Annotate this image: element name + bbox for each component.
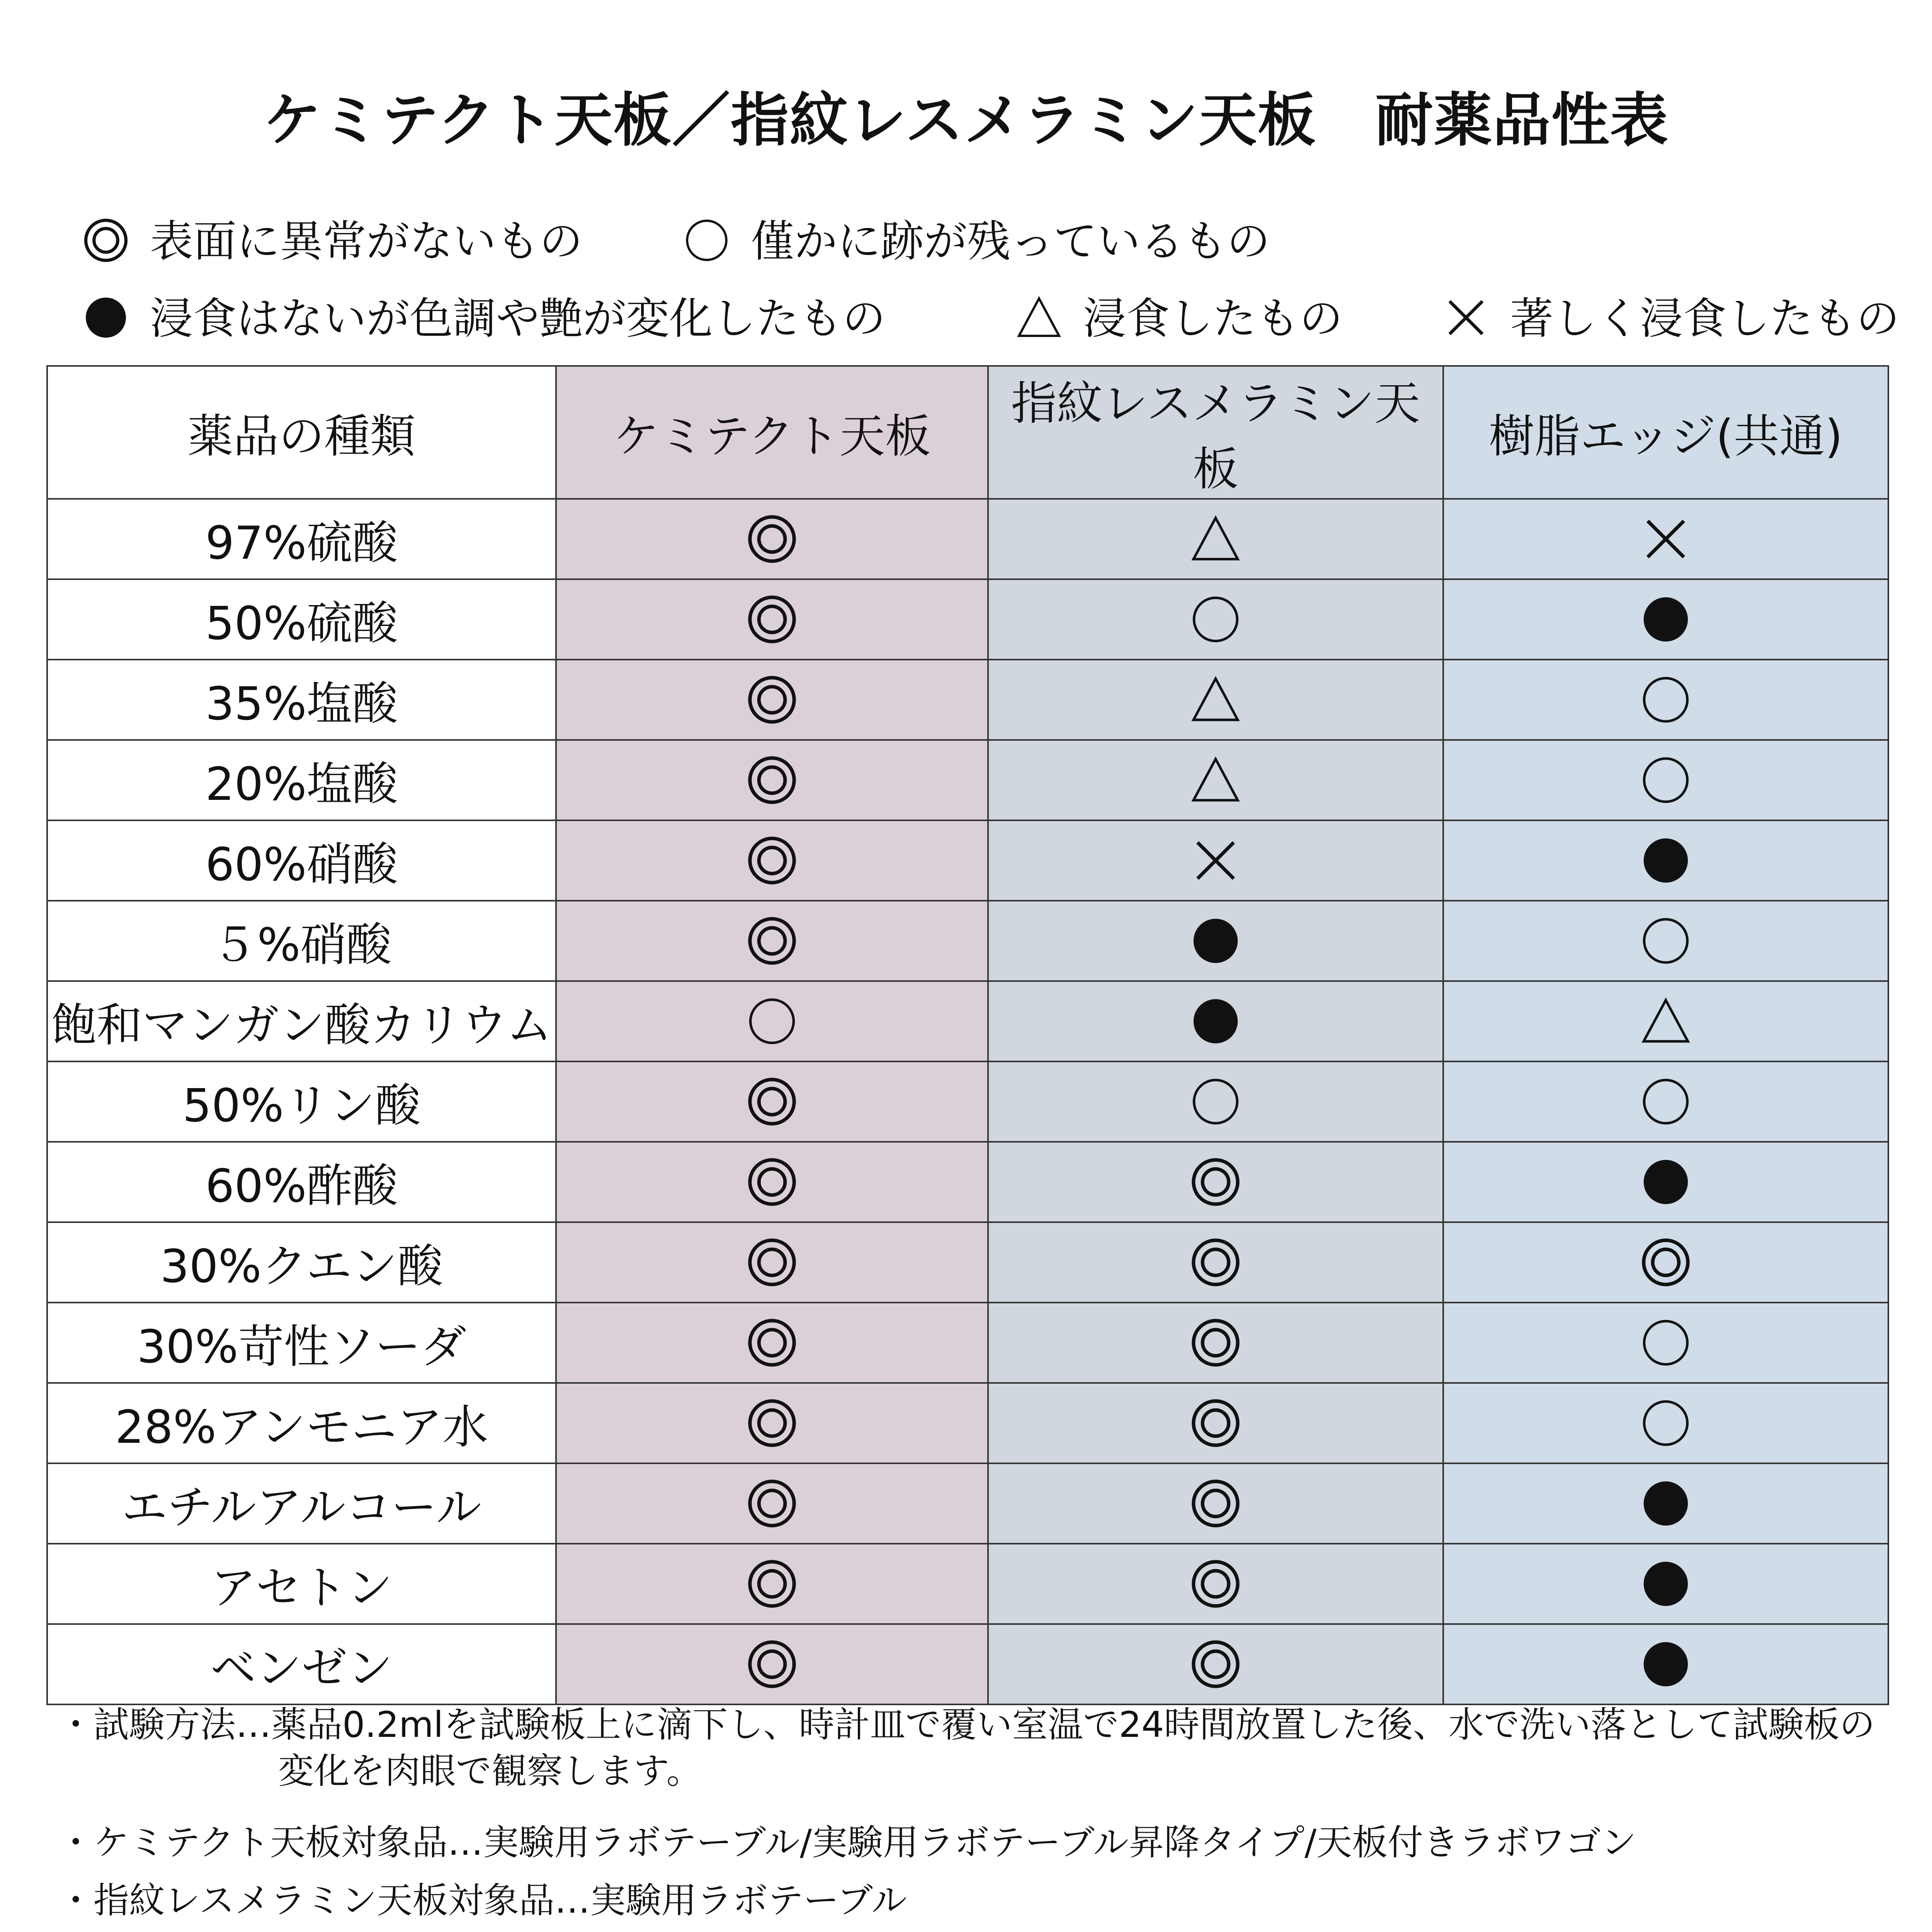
double-circle-icon <box>747 755 797 805</box>
result-resin-edge <box>1443 660 1888 740</box>
chemical-name: アセトン <box>47 1544 556 1624</box>
circle-icon <box>684 213 730 263</box>
result-resin-edge <box>1443 1383 1888 1463</box>
circle-icon <box>1641 1077 1691 1127</box>
result-resin-edge <box>1443 579 1888 660</box>
double-circle-icon <box>747 594 797 645</box>
double-circle-icon <box>747 514 797 564</box>
chemical-name: 60%酢酸 <box>47 1142 556 1222</box>
filled-circle-icon <box>83 295 129 340</box>
result-melamine <box>988 1061 1443 1142</box>
result-chemitect <box>556 1222 988 1303</box>
triangle-icon <box>1016 290 1062 340</box>
double-circle-icon <box>1190 1478 1241 1529</box>
result-melamine <box>988 901 1443 981</box>
result-resin-edge <box>1443 1142 1888 1222</box>
chemical-name: 35%塩酸 <box>47 660 556 740</box>
table-row <box>47 579 1888 660</box>
circle-icon <box>747 996 797 1046</box>
result-chemitect <box>556 740 988 820</box>
legend-label: 表面に異常がないもの <box>150 216 583 267</box>
chemical-name: 50%リン酸 <box>47 1061 556 1142</box>
triangle-icon <box>1190 675 1241 725</box>
result-chemitect <box>556 820 988 901</box>
result-resin-edge <box>1443 1303 1888 1383</box>
result-resin-edge <box>1443 740 1888 820</box>
result-chemitect <box>556 1142 988 1222</box>
table-row <box>47 1463 1888 1544</box>
legend-cross <box>1443 284 1900 346</box>
chemical-name: 60%硝酸 <box>47 820 556 901</box>
double-circle-icon <box>83 213 129 263</box>
table-row <box>47 499 1888 579</box>
legend-label: 僅かに跡が残っているもの <box>751 216 1270 267</box>
result-chemitect <box>556 981 988 1061</box>
table-body <box>47 499 1888 1704</box>
result-resin-edge <box>1443 901 1888 981</box>
page-title: ケミテクト天板／指紋レスメラミン天板 耐薬品性表 <box>263 87 1669 154</box>
chemical-name: 97%硫酸 <box>47 499 556 579</box>
result-chemitect <box>556 1303 988 1383</box>
table-row <box>47 740 1888 820</box>
cross-icon <box>1190 835 1241 886</box>
note-melamine-targets: ・指紋レスメラミン天板対象品…実験用ラボテーブル <box>58 1880 907 1921</box>
result-melamine <box>988 1222 1443 1303</box>
chemical-name: ベンゼン <box>47 1624 556 1704</box>
legend-circle <box>684 207 1270 269</box>
table-row <box>47 1061 1888 1142</box>
circle-icon <box>1641 675 1691 725</box>
result-melamine <box>988 1303 1443 1383</box>
result-resin-edge <box>1443 1463 1888 1544</box>
double-circle-icon <box>1641 1237 1691 1287</box>
result-melamine <box>988 981 1443 1061</box>
table-row <box>47 660 1888 740</box>
chemical-name: 30%クエン酸 <box>47 1222 556 1303</box>
double-circle-icon <box>1190 1559 1241 1609</box>
result-resin-edge <box>1443 1624 1888 1704</box>
header-chemical-type: 薬品の種類 <box>47 366 556 499</box>
legend-label: 著しく浸食したもの <box>1510 294 1900 344</box>
chemical-name: 30%苛性ソーダ <box>47 1303 556 1383</box>
filled-circle-icon <box>1641 1478 1691 1529</box>
result-resin-edge <box>1443 1061 1888 1142</box>
circle-icon <box>1641 755 1691 805</box>
circle-icon <box>1641 916 1691 966</box>
double-circle-icon <box>747 675 797 725</box>
chemical-name: 飽和マンガン酸カリウム <box>47 981 556 1061</box>
chemical-name: 28%アンモニア水 <box>47 1383 556 1463</box>
double-circle-icon <box>1190 1237 1241 1287</box>
table-row <box>47 981 1888 1061</box>
double-circle-icon <box>1190 1398 1241 1448</box>
result-resin-edge <box>1443 981 1888 1061</box>
double-circle-icon <box>1190 1157 1241 1207</box>
result-chemitect <box>556 1061 988 1142</box>
table-row <box>47 1222 1888 1303</box>
chemical-name: ５%硝酸 <box>47 901 556 981</box>
triangle-icon <box>1016 295 1062 340</box>
note-test-method-cont: 変化を肉眼で観察します。 <box>278 1750 702 1792</box>
header-melamine: 指紋レスメラミン天板 <box>988 366 1443 499</box>
note-test-method: ・試験方法…薬品0.2mlを試験板上に滴下し、時計皿で覆い室温で24時間放置した後、水で洗い落として試験板の <box>58 1704 1875 1745</box>
double-circle-icon <box>747 1318 797 1368</box>
double-circle-icon <box>747 1157 797 1207</box>
table-row <box>47 820 1888 901</box>
double-circle-icon <box>1190 1639 1241 1689</box>
filled-circle-icon <box>1641 1157 1691 1207</box>
legend-triangle <box>1016 284 1343 346</box>
double-circle-icon <box>747 916 797 966</box>
result-melamine <box>988 820 1443 901</box>
result-melamine <box>988 499 1443 579</box>
header-chemitect: ケミテクト天板 <box>556 366 988 499</box>
result-chemitect <box>556 1383 988 1463</box>
result-chemitect <box>556 579 988 660</box>
legend-label: 浸食したもの <box>1083 294 1343 344</box>
chemical-name: 50%硫酸 <box>47 579 556 660</box>
chemical-resistance-table <box>46 365 1889 1705</box>
filled-circle-icon <box>1190 996 1241 1046</box>
circle-icon <box>1190 594 1241 645</box>
result-chemitect <box>556 1463 988 1544</box>
result-melamine <box>988 740 1443 820</box>
legend-label: 浸食はないが色調や艶が変化したもの <box>150 294 886 344</box>
chemical-name: エチルアルコール <box>47 1463 556 1544</box>
result-melamine <box>988 1142 1443 1222</box>
result-resin-edge <box>1443 820 1888 901</box>
cross-icon <box>1443 290 1489 340</box>
result-chemitect <box>556 1624 988 1704</box>
cross-icon <box>1443 295 1489 340</box>
result-resin-edge <box>1443 1222 1888 1303</box>
filled-circle-icon <box>1641 1639 1691 1689</box>
circle-icon <box>1641 1318 1691 1368</box>
legend-filled-circle <box>83 284 886 346</box>
result-melamine <box>988 660 1443 740</box>
table-header-row <box>47 366 1888 499</box>
filled-circle-icon <box>1190 916 1241 966</box>
double-circle-icon <box>747 835 797 886</box>
double-circle-icon <box>83 218 129 263</box>
circle-icon <box>1190 1077 1241 1127</box>
double-circle-icon <box>747 1559 797 1609</box>
table-row <box>47 1383 1888 1463</box>
cross-icon <box>1641 514 1691 564</box>
result-resin-edge <box>1443 1544 1888 1624</box>
header-resin-edge: 樹脂エッジ(共通) <box>1443 366 1888 499</box>
result-chemitect <box>556 1544 988 1624</box>
circle-icon <box>1641 1398 1691 1448</box>
table-row <box>47 1544 1888 1624</box>
triangle-icon <box>1190 755 1241 805</box>
table-row <box>47 1303 1888 1383</box>
double-circle-icon <box>747 1077 797 1127</box>
table-row <box>47 1142 1888 1222</box>
result-melamine <box>988 1544 1443 1624</box>
triangle-icon <box>1641 996 1691 1046</box>
result-melamine <box>988 1463 1443 1544</box>
result-chemitect <box>556 901 988 981</box>
table-row <box>47 901 1888 981</box>
circle-icon <box>684 218 730 263</box>
note-chemitect-targets: ・ケミテクト天板対象品…実験用ラボテーブル/実験用ラボテーブル昇降タイプ/天板付きラボワゴン <box>58 1822 1637 1863</box>
filled-circle-icon <box>83 290 129 340</box>
table-row <box>47 1624 1888 1704</box>
result-melamine <box>988 1624 1443 1704</box>
double-circle-icon <box>747 1237 797 1287</box>
legend-double-circle <box>83 207 583 269</box>
triangle-icon <box>1190 514 1241 564</box>
filled-circle-icon <box>1641 594 1691 645</box>
chemical-name: 20%塩酸 <box>47 740 556 820</box>
result-resin-edge <box>1443 499 1888 579</box>
filled-circle-icon <box>1641 835 1691 886</box>
double-circle-icon <box>747 1398 797 1448</box>
result-melamine <box>988 579 1443 660</box>
double-circle-icon <box>1190 1318 1241 1368</box>
double-circle-icon <box>747 1639 797 1689</box>
result-chemitect <box>556 660 988 740</box>
result-chemitect <box>556 499 988 579</box>
double-circle-icon <box>747 1478 797 1529</box>
filled-circle-icon <box>1641 1559 1691 1609</box>
result-melamine <box>988 1383 1443 1463</box>
